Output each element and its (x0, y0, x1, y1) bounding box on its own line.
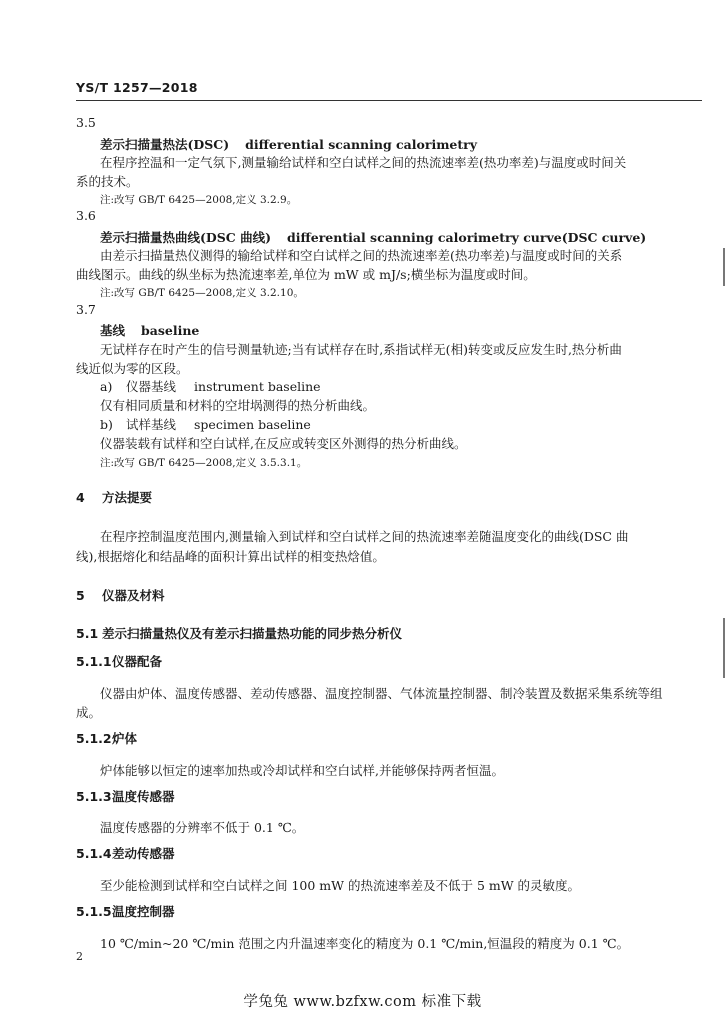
item-description: 仅有相同质量和材料的空坩埚测得的热分析曲线。 (100, 398, 376, 413)
term-3-5 (100, 135, 477, 153)
note: 注:改写 GB/T 6425—2008,定义 3.2.9。 (100, 194, 298, 206)
paragraph-line: 温度传感器的分辨率不低于 0.1 ℃。 (100, 820, 305, 835)
section-title: 炉体 (112, 731, 138, 746)
section-number: 5.1.4 (76, 846, 112, 861)
term-cn: 基线 (100, 323, 126, 338)
clause-number-3-5: 3.5 (76, 115, 96, 130)
section-number: 5.1.1 (76, 654, 112, 669)
list-item-b (100, 415, 311, 433)
term-3-7 (100, 321, 199, 339)
definition-line: 在程序控温和一定气氛下,测量输给试样和空白试样之间的热流速率差(热功率差)与温度或时间关 (100, 155, 627, 170)
section-title: 仪器配备 (112, 654, 163, 669)
item-label: a) (100, 379, 113, 394)
definition-line: 由差示扫描量热仪测得的输给试样和空白试样之间的热流速率差(热功率差)与温度或时间的关系 (100, 248, 623, 263)
section-heading-5-1-3 (76, 787, 175, 805)
section-heading-5-1-2 (76, 729, 137, 747)
section-heading-5 (76, 586, 165, 604)
section-heading-5-1-5 (76, 902, 175, 920)
definition-line: 线近似为零的区段。 (76, 361, 189, 376)
item-term-cn: 试样基线 (126, 417, 177, 432)
item-description: 仪器装载有试样和空白试样,在反应或转变区外测得的热分析曲线。 (100, 436, 467, 451)
section-title: 仪器及材料 (102, 588, 165, 603)
term-cn: 差示扫描量热法(DSC) (100, 137, 230, 152)
section-title: 方法提要 (102, 490, 153, 505)
note: 注:改写 GB/T 6425—2008,定义 3.2.10。 (100, 287, 304, 299)
watermark-footer: 学兔兔 www.bzfxw.com 标准下载 (243, 994, 482, 1010)
clause-number-3-6: 3.6 (76, 208, 96, 223)
section-heading-5-1-4 (76, 844, 175, 862)
section-number: 5.1.5 (76, 904, 112, 919)
section-heading-5-1-1 (76, 652, 162, 670)
item-term-en: instrument baseline (194, 379, 321, 394)
paragraph-line: 仪器由炉体、温度传感器、差动传感器、温度控制器、气体流量控制器、制冷装置及数据采集系统等组 (100, 686, 663, 701)
section-title: 差示扫描量热仪及有差示扫描量热功能的同步热分析仪 (102, 626, 403, 641)
definition-line: 曲线图示。曲线的纵坐标为热流速率差,单位为 mW 或 mJ/s;横坐标为温度或时间。 (76, 267, 536, 282)
list-item-a (100, 377, 321, 395)
item-term-cn: 仪器基线 (126, 379, 177, 394)
section-number: 5.1.3 (76, 789, 112, 804)
clause-number-3-7: 3.7 (76, 302, 96, 317)
term-3-6 (100, 228, 646, 246)
term-en: differential scanning calorimetry curve(DSC curve) (287, 230, 647, 245)
section-heading-4 (76, 488, 152, 506)
term-en: differential scanning calorimetry (245, 137, 477, 152)
section-title: 温度控制器 (112, 904, 175, 919)
paragraph-line: 在程序控制温度范围内,测量输入到试样和空白试样之间的热流速率差随温度变化的曲线(DSC 曲 (100, 529, 629, 544)
paragraph-line: 线),根据熔化和结晶峰的面积计算出试样的相变热焓值。 (76, 549, 385, 564)
section-title: 温度传感器 (112, 789, 175, 804)
paragraph-line: 至少能检测到试样和空白试样之间 100 mW 的热流速率差及不低于 5 mW 的灵敏度。 (100, 878, 581, 893)
section-number: 5 (76, 588, 85, 603)
section-number: 5.1.2 (76, 731, 112, 746)
term-cn: 差示扫描量热曲线(DSC 曲线) (100, 230, 271, 245)
paragraph-line: 炉体能够以恒定的速率加热或冷却试样和空白试样,并能够保持两者恒温。 (100, 763, 504, 778)
header-rule (76, 100, 702, 101)
section-number: 4 (76, 490, 85, 505)
definition-line: 无试样存在时产生的信号测量轨迹;当有试样存在时,系指试样无(相)转变或反应发生时,热分析曲 (100, 342, 622, 357)
page-number: 2 (76, 950, 83, 963)
definition-line: 系的技术。 (76, 174, 139, 189)
term-en: baseline (141, 323, 200, 338)
standard-code-header: YS/T 1257—2018 (76, 80, 198, 95)
section-number: 5.1 (76, 626, 99, 641)
section-heading-5-1 (76, 624, 402, 642)
section-title: 差动传感器 (112, 846, 175, 861)
paragraph-line: 成。 (76, 705, 102, 720)
paragraph-line: 10 ℃/min~20 ℃/min 范围之内升温速率变化的精度为 0.1 ℃/min,恒温段的精度为 0.1 ℃。 (100, 936, 630, 951)
note: 注:改写 GB/T 6425—2008,定义 3.5.3.1。 (100, 457, 308, 469)
item-term-en: specimen baseline (194, 417, 311, 432)
item-label: b) (100, 417, 113, 432)
